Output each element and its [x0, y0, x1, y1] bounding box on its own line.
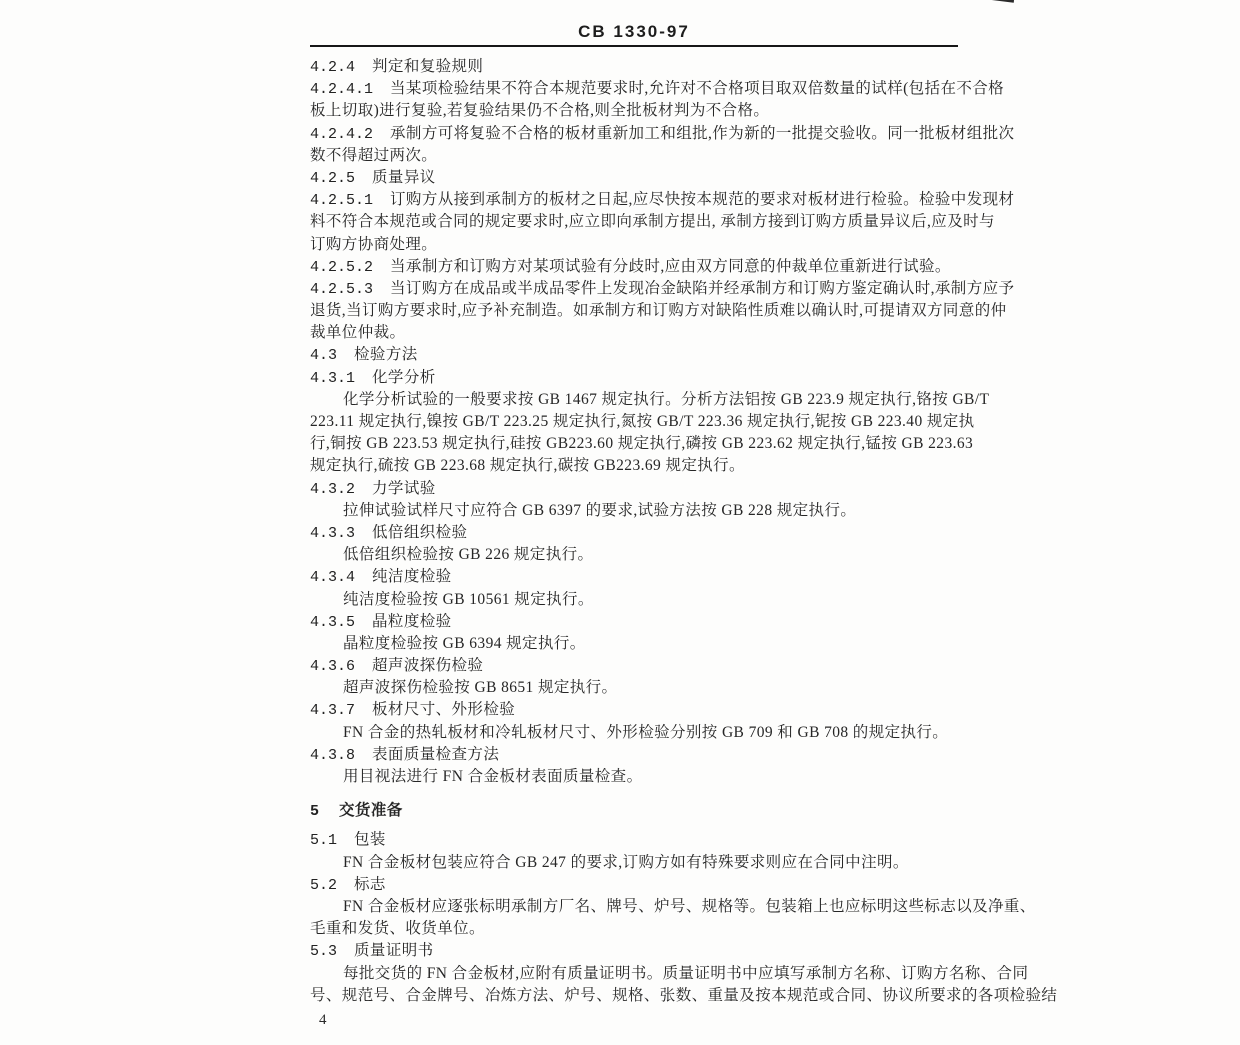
- standard-code-header: CB 1330-97: [578, 22, 690, 41]
- section-number: 4.3.7: [310, 702, 356, 720]
- line-text: 数不得超过两次。: [310, 146, 438, 164]
- section-line: [310, 123, 1015, 145]
- section-line: [310, 167, 1010, 189]
- text-line: [310, 500, 1010, 522]
- line-text: 质量异议: [372, 168, 436, 186]
- line-text: 包装: [354, 831, 386, 849]
- line-text: 裁单位仲裁。: [310, 324, 406, 342]
- line-text: 板材尺寸、外形检验: [372, 701, 516, 719]
- line-text: 标志: [354, 875, 386, 893]
- line-text: FN 合金板材包装应符合 GB 247 的要求,订购方如有特殊要求则应在合同中注明。: [343, 853, 909, 871]
- line-text: 料不符合本规范或合同的规定要求时,应立即向承制方提出, 承制方接到订购方质量异议后,应及时与: [310, 213, 995, 231]
- text-line: [310, 455, 1010, 477]
- line-text: 当订购方在成品或半成品零件上发现冶金缺陷并经承制方和订购方鉴定确认时,承制方应予: [390, 279, 1015, 297]
- line-text: 订购方协商处理。: [310, 235, 438, 253]
- section-number: 5.3: [310, 943, 338, 961]
- section-line: [310, 367, 1010, 389]
- line-text: 表面质量检查方法: [372, 745, 500, 763]
- line-text: 订购方从接到承制方的板材之日起,应尽快按本规范的要求对板材进行检验。检验中发现材: [390, 191, 1015, 209]
- scan-artifact-mark: [986, 0, 1014, 3]
- line-text: 超声波探伤检验: [372, 657, 484, 675]
- section-line: [310, 566, 1010, 588]
- line-text: 晶粒度检验按 GB 6394 规定执行。: [343, 634, 586, 652]
- section-number: 4.3: [310, 347, 338, 365]
- section-number: 4.2.5.3: [310, 280, 374, 298]
- line-text: 检验方法: [354, 346, 418, 364]
- section-number: 4.2.5: [310, 169, 356, 187]
- page-number: 4: [319, 1012, 327, 1028]
- text-line: [310, 322, 1010, 344]
- line-text: 号、规范号、合金牌号、冶炼方法、炉号、规格、张数、重量及按本规范或合同、协议所要求的各项检验结: [310, 986, 1058, 1004]
- line-text: 拉伸试验试样尺寸应符合 GB 6397 的要求,试验方法按 GB 228 规定执行。: [343, 501, 857, 519]
- text-line: [310, 896, 1036, 918]
- section-line: [310, 655, 1010, 677]
- text-line: [310, 633, 1010, 655]
- text-line: [310, 145, 1010, 167]
- line-text: 化学分析: [372, 368, 436, 386]
- line-text: 承制方可将复验不合格的板材重新加工和组批,作为新的一批提交验收。同一批板材组批次: [390, 124, 1015, 142]
- line-text: 交货准备: [339, 802, 403, 820]
- section-line: [310, 699, 1010, 721]
- text-line: [310, 544, 1010, 566]
- section-number: 5.2: [310, 876, 338, 894]
- text-line: [310, 963, 1029, 985]
- line-text: 行,铜按 GB 223.53 规定执行,硅按 GB223.60 规定执行,磷按 GB 223.62 规定执行,锰按 GB 223.63: [310, 435, 974, 453]
- line-text: 力学试验: [372, 479, 436, 497]
- line-text: 低倍组织检验: [372, 523, 468, 541]
- line-text: 纯洁度检验按 GB 10561 规定执行。: [343, 590, 594, 608]
- line-text: 超声波探伤检验按 GB 8651 规定执行。: [343, 679, 618, 697]
- section-line: [310, 522, 1010, 544]
- line-text: 当承制方和订购方对某项试验有分歧时,应由双方同意的仲裁单位重新进行试验。: [390, 257, 951, 275]
- text-line: [310, 722, 1010, 744]
- line-text: 纯洁度检验: [372, 568, 452, 586]
- line-text: 毛重和发货、收货单位。: [310, 920, 485, 938]
- text-line: [310, 211, 1010, 233]
- line-text: 用目视法进行 FN 合金板材表面质量检查。: [343, 768, 643, 785]
- section-number: 4.3.8: [310, 746, 356, 764]
- line-text: 当某项检验结果不符合本规范要求时,允许对不合格项目取双倍数量的试样(包括在不合格: [390, 80, 1005, 98]
- section-number: 5.1: [310, 832, 338, 850]
- section-number: 4.3.6: [310, 658, 356, 676]
- line-text: 晶粒度检验: [372, 612, 452, 630]
- section-line: [310, 78, 1010, 100]
- section-line: [310, 744, 1010, 766]
- line-text: 223.11 规定执行,镍按 GB/T 223.25 规定执行,氮按 GB/T 223.36 规定执行,铌按 GB 223.40 规定执: [310, 413, 975, 430]
- line-text: 化学分析试验的一般要求按 GB 1467 规定执行。分析方法铝按 GB 223.9 规定执行,铬按 GB/T: [343, 390, 990, 408]
- section-line: [310, 829, 1010, 851]
- line-text: 每批交货的 FN 合金板材,应附有质量证明书。质量证明书中应填写承制方名称、订购方名称、合同: [343, 964, 1029, 982]
- section-number: 4.3.3: [310, 524, 356, 542]
- section-number: 4.2.4.1: [310, 81, 374, 99]
- section-line: [310, 611, 1010, 633]
- line-text: 判定和复验规则: [372, 58, 484, 75]
- text-line: [310, 389, 1010, 411]
- text-line: [310, 234, 1010, 256]
- section-line: [310, 278, 1015, 300]
- document-body: [310, 56, 1058, 1007]
- text-line: [310, 100, 1010, 122]
- section-line: [310, 940, 1010, 962]
- text-line: [310, 589, 1010, 611]
- line-text: 质量证明书: [354, 942, 434, 960]
- section-line: [310, 344, 1010, 366]
- section-number: 4.3.5: [310, 613, 356, 631]
- section-number: 4.2.5.1: [310, 192, 374, 210]
- text-line: [310, 918, 1010, 940]
- header-rule: [310, 45, 958, 47]
- line-text: 低倍组织检验按 GB 226 规定执行。: [343, 546, 594, 564]
- section-line: [310, 189, 1015, 211]
- text-line: [310, 300, 1010, 322]
- text-line: [310, 985, 1058, 1007]
- text-line: [310, 411, 1010, 433]
- line-text: FN 合金板材应逐张标明承制方厂名、牌号、炉号、规格等。包装箱上也应标明这些标志以及净重、: [343, 897, 1036, 915]
- section-number: 4.3.4: [310, 569, 356, 587]
- text-line: [310, 677, 1010, 699]
- section-number: 4.3.1: [310, 369, 356, 387]
- text-line: [310, 433, 1010, 455]
- line-text: FN 合金的热轧板材和冷轧板材尺寸、外形检验分别按 GB 709 和 GB 708 的规定执行。: [343, 723, 949, 741]
- text-line: [310, 766, 1010, 788]
- section-line: [310, 874, 1010, 896]
- section-number: 4.2.5.2: [310, 258, 374, 276]
- line-text: 板上切取)进行复验,若复验结果仍不合格,则全批板材判为不合格。: [310, 102, 770, 120]
- section-line: [310, 478, 1010, 500]
- text-line: [310, 852, 1010, 874]
- section-line: [310, 256, 1010, 278]
- section-line: [310, 56, 1010, 78]
- section-number: 4.2.4.2: [310, 125, 374, 143]
- section-number: 4.2.4: [310, 59, 356, 76]
- line-text: 退货,当订购方要求时,应予补充制造。如承制方和订购方对缺陷性质难以确认时,可提请双方同意的仲: [310, 302, 1007, 320]
- section-line: [310, 800, 1010, 822]
- line-text: 规定执行,硫按 GB 223.68 规定执行,碳按 GB223.69 规定执行。: [310, 457, 745, 475]
- section-number: 4.3.2: [310, 480, 356, 498]
- section-number: 5: [310, 803, 320, 821]
